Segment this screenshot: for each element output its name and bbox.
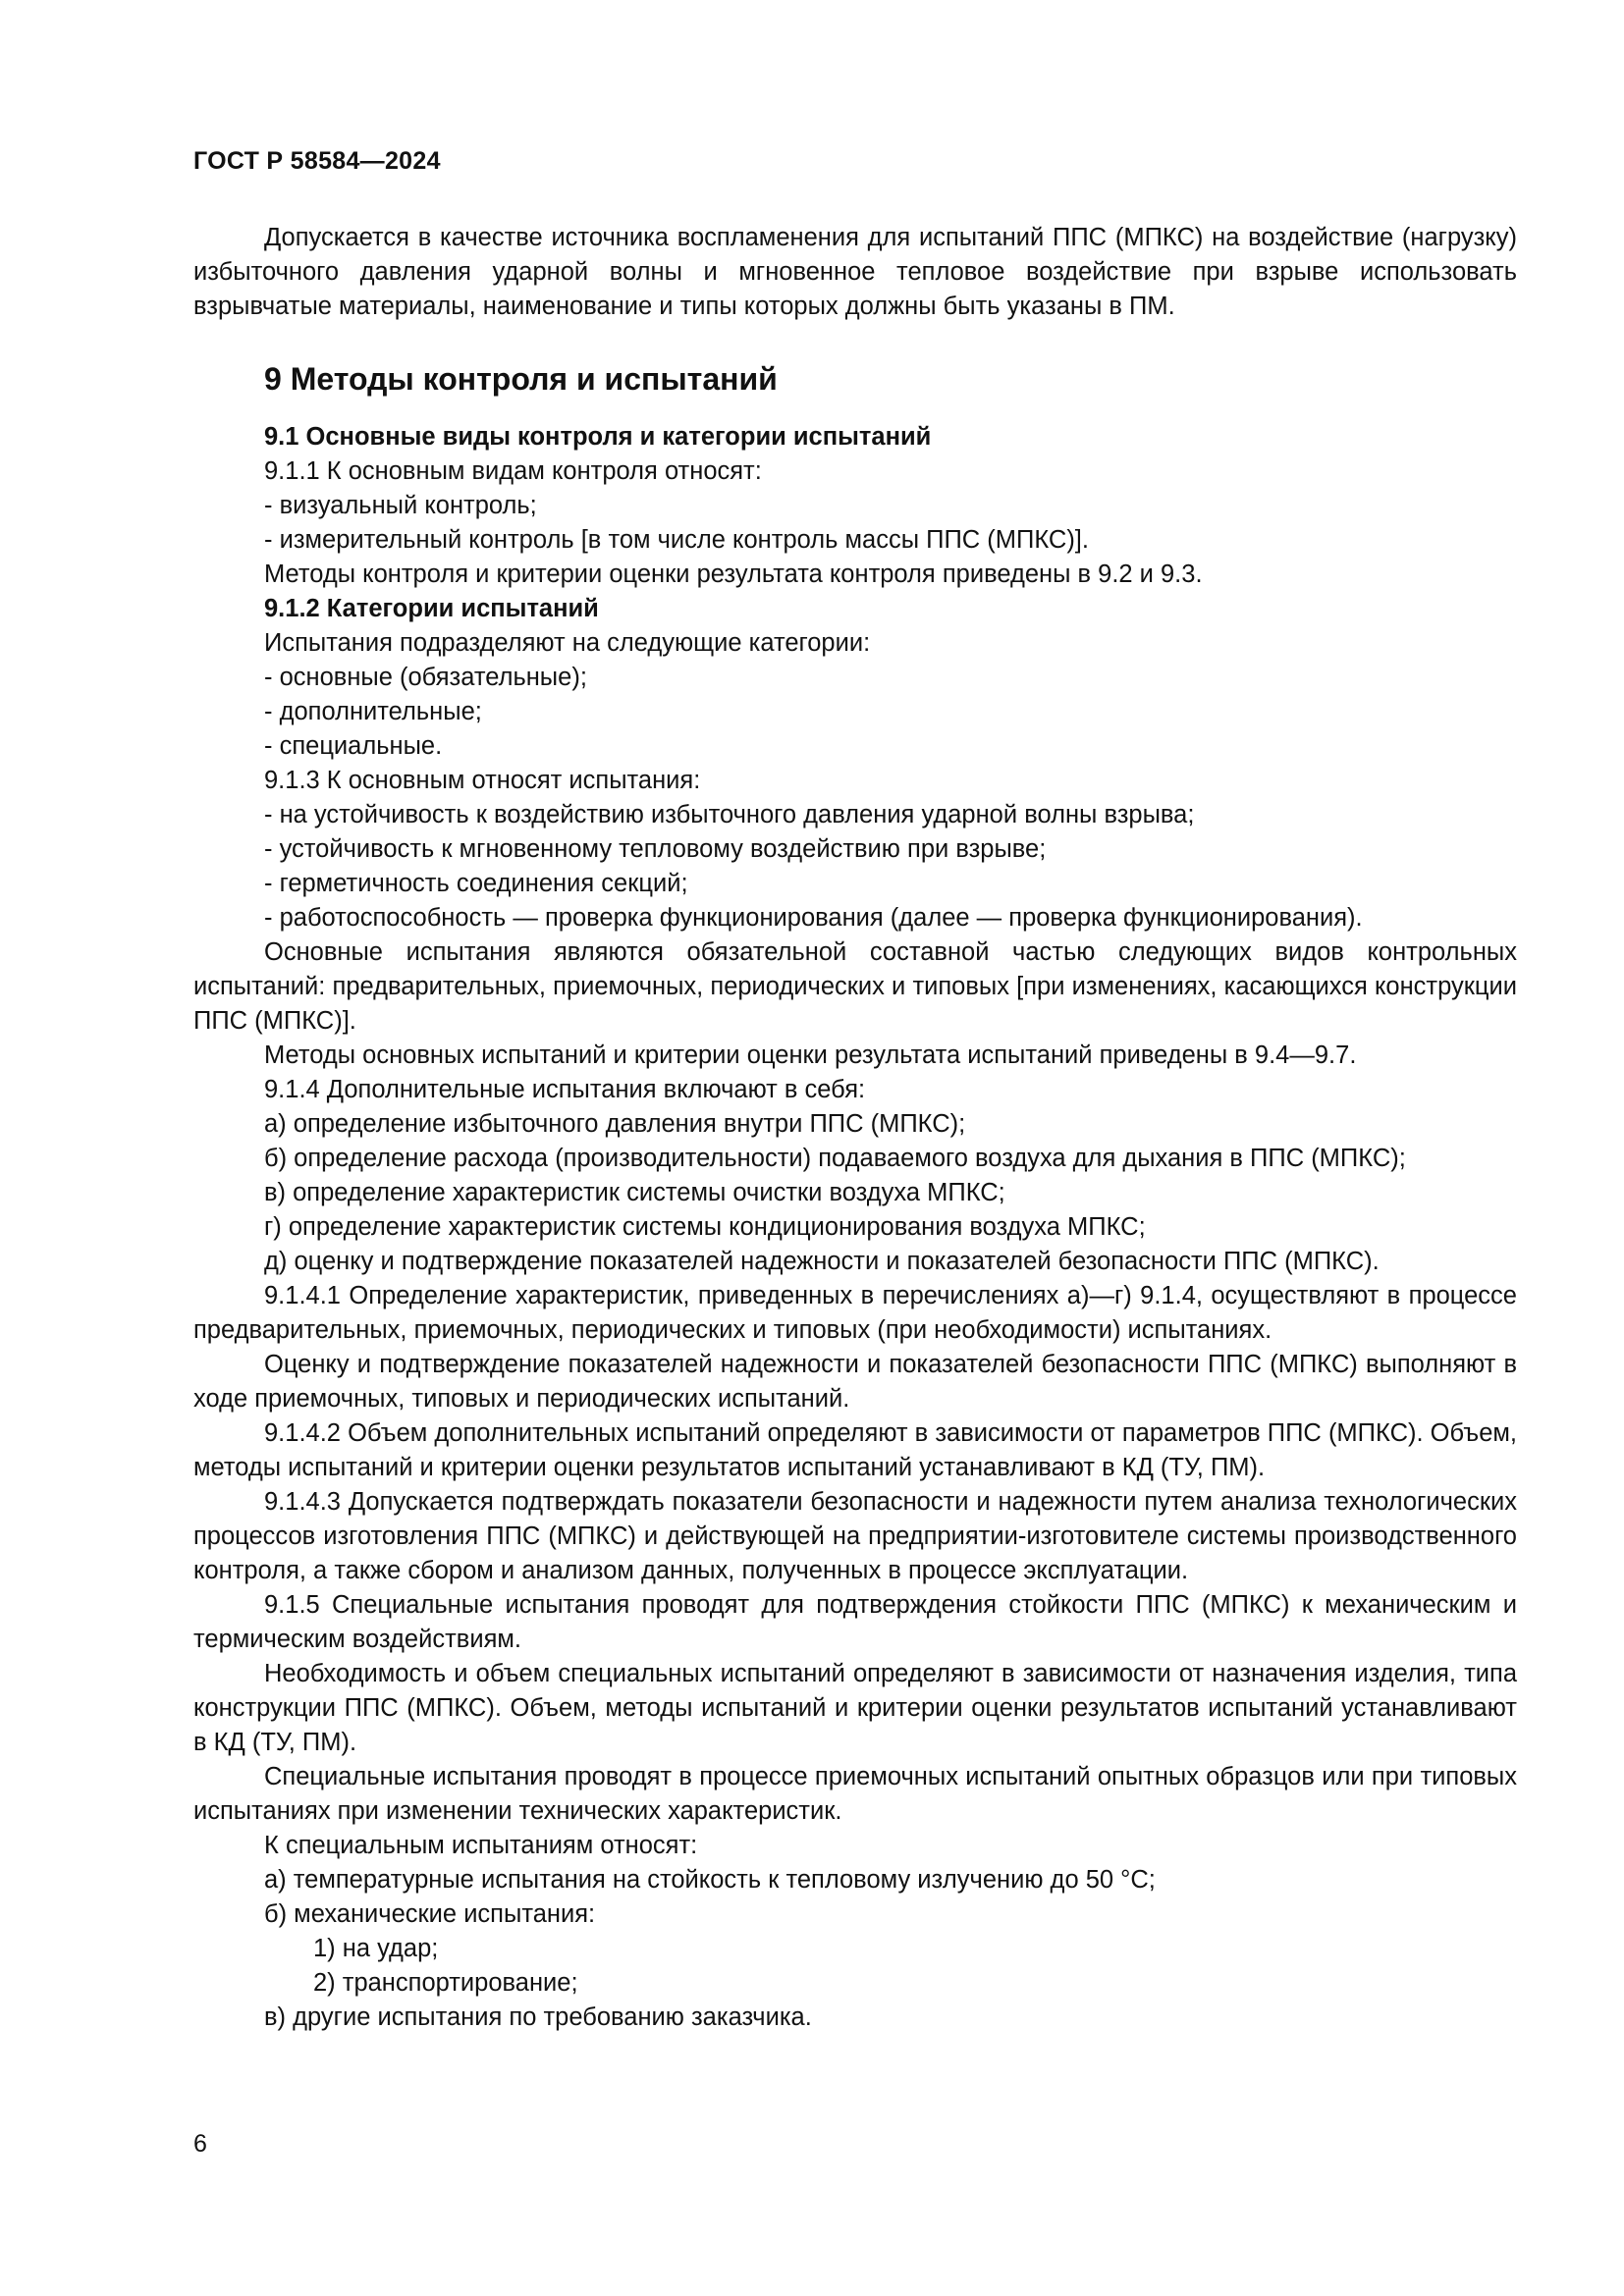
paragraph-9-1-4-1: 9.1.4.1 Определение характеристик, приведенных в перечислениях а)—г) 9.1.4, осуществляют в процессе предварительных, приемочных, периодических и типовых (при необходимости) испытаниях. [193,1282,1517,1344]
sub-list-item: 2) транспортирование; [313,1969,578,1997]
spacer [193,399,1517,420]
paragraph-mandatory: Основные испытания являются обязательной составной частью следующих видов контрольных испытаний: предварительных, приемочных, периодических и типовых [при изменениях, касающихся конструкции ППС (МПКС)]. [193,938,1517,1035]
list-item: в) другие испытания по требованию заказчика. [264,2003,812,2031]
paragraph-9-1-4-2: 9.1.4.2 Объем дополнительных испытаний определяют в зависимости от параметров ППС (МПКС). Объем, методы испытаний и критерии оценки результатов испытаний устанавливают в КД (ТУ, ПМ). [193,1419,1517,1481]
list-item: - специальные. [264,732,443,760]
paragraph-necessity: Необходимость и объем специальных испытаний определяют в зависимости от назначения изделия, типа конструкции ППС (МПКС). Объем, методы испытаний и критерии оценки результатов испытаний устанавливают в КД (ТУ, ПМ). [193,1660,1517,1756]
list-item: а) определение избыточного давления внутри ППС (МПКС); [264,1110,966,1138]
list-item: - измерительный контроль [в том числе контроль массы ППС (МПКС)]. [264,526,1089,554]
document-body [193,221,1517,2035]
paragraph-9-1-5: 9.1.5 Специальные испытания проводят для подтверждения стойкости ППС (МПКС) к механическим и термическим воздействиям. [193,1591,1517,1653]
list-item: - устойчивость к мгновенному тепловому воздействию при взрыве; [264,835,1047,863]
list-item: б) механические испытания: [264,1900,596,1928]
paragraph-methods-basic: Методы основных испытаний и критерии оценки результата испытаний приведены в 9.4—9.7. [264,1041,1357,1069]
paragraph-9-1-3: 9.1.3 К основным относят испытания: [264,767,701,794]
document-code-header: ГОСТ Р 58584—2024 [193,147,441,175]
paragraph-special-conduct: Специальные испытания проводят в процессе приемочных испытаний опытных образцов или при типовых испытаниях при изменении технических характеристик. [193,1763,1517,1825]
spacer [193,324,1517,359]
paragraph-9-1-4: 9.1.4 Дополнительные испытания включают в себя: [264,1076,866,1103]
list-item: а) температурные испытания на стойкость к тепловому излучению до 50 °С; [264,1866,1156,1894]
list-item: - визуальный контроль; [264,492,537,519]
list-item: д) оценку и подтверждение показателей надежности и показателей безопасности ППС (МПКС). [264,1248,1380,1275]
list-item: г) определение характеристик системы кондиционирования воздуха МПКС; [264,1213,1146,1241]
sub-list-item: 1) на удар; [313,1935,439,1962]
paragraph-categories: Испытания подразделяют на следующие категории: [264,629,871,657]
subsection-heading-9-1-2: 9.1.2 Категории испытаний [264,595,599,622]
list-item: - работоспособность — проверка функционирования (далее — проверка функционирования). [264,904,1363,932]
paragraph-methods: Методы контроля и критерии оценки результата контроля приведены в 9.2 и 9.3. [264,561,1203,588]
page-number: 6 [193,2130,207,2158]
intro-paragraph: Допускается в качестве источника воспламенения для испытаний ППС (МПКС) на воздействие (нагрузку) избыточного давления ударной волны и мгновенное тепловое воздействие при взрыве использовать взрывчатые материалы, наименование и типы которых должны быть указаны в ПМ. [193,224,1517,320]
paragraph-9-1-4-3: 9.1.4.3 Допускается подтверждать показатели безопасности и надежности путем анализа технологических процессов изготовления ППС (МПКС) и действующей на предприятии-изготовителе системы производственного контроля, а также сбором и анализом данных, полученных в процессе эксплуатации. [193,1488,1517,1584]
subsection-heading-9-1: 9.1 Основные виды контроля и категории испытаний [264,423,932,451]
list-item: в) определение характеристик системы очистки воздуха МПКС; [264,1179,1005,1206]
list-item: - дополнительные; [264,698,482,725]
paragraph-9-1-1: 9.1.1 К основным видам контроля относят: [264,457,762,485]
list-item: - на устойчивость к воздействию избыточного давления ударной волны взрыва; [264,801,1195,828]
paragraph-special-list: К специальным испытаниям относят: [264,1832,698,1859]
list-item: - основные (обязательные); [264,664,587,691]
section-title: 9 Методы контроля и испытаний [264,361,778,397]
paragraph-reliability: Оценку и подтверждение показателей надежности и показателей безопасности ППС (МПКС) выполняют в ходе приемочных, типовых и периодических испытаний. [193,1351,1517,1413]
list-item: б) определение расхода (производительности) подаваемого воздуха для дыхания в ППС (МПКС); [264,1145,1406,1172]
list-item: - герметичность соединения секций; [264,870,688,897]
